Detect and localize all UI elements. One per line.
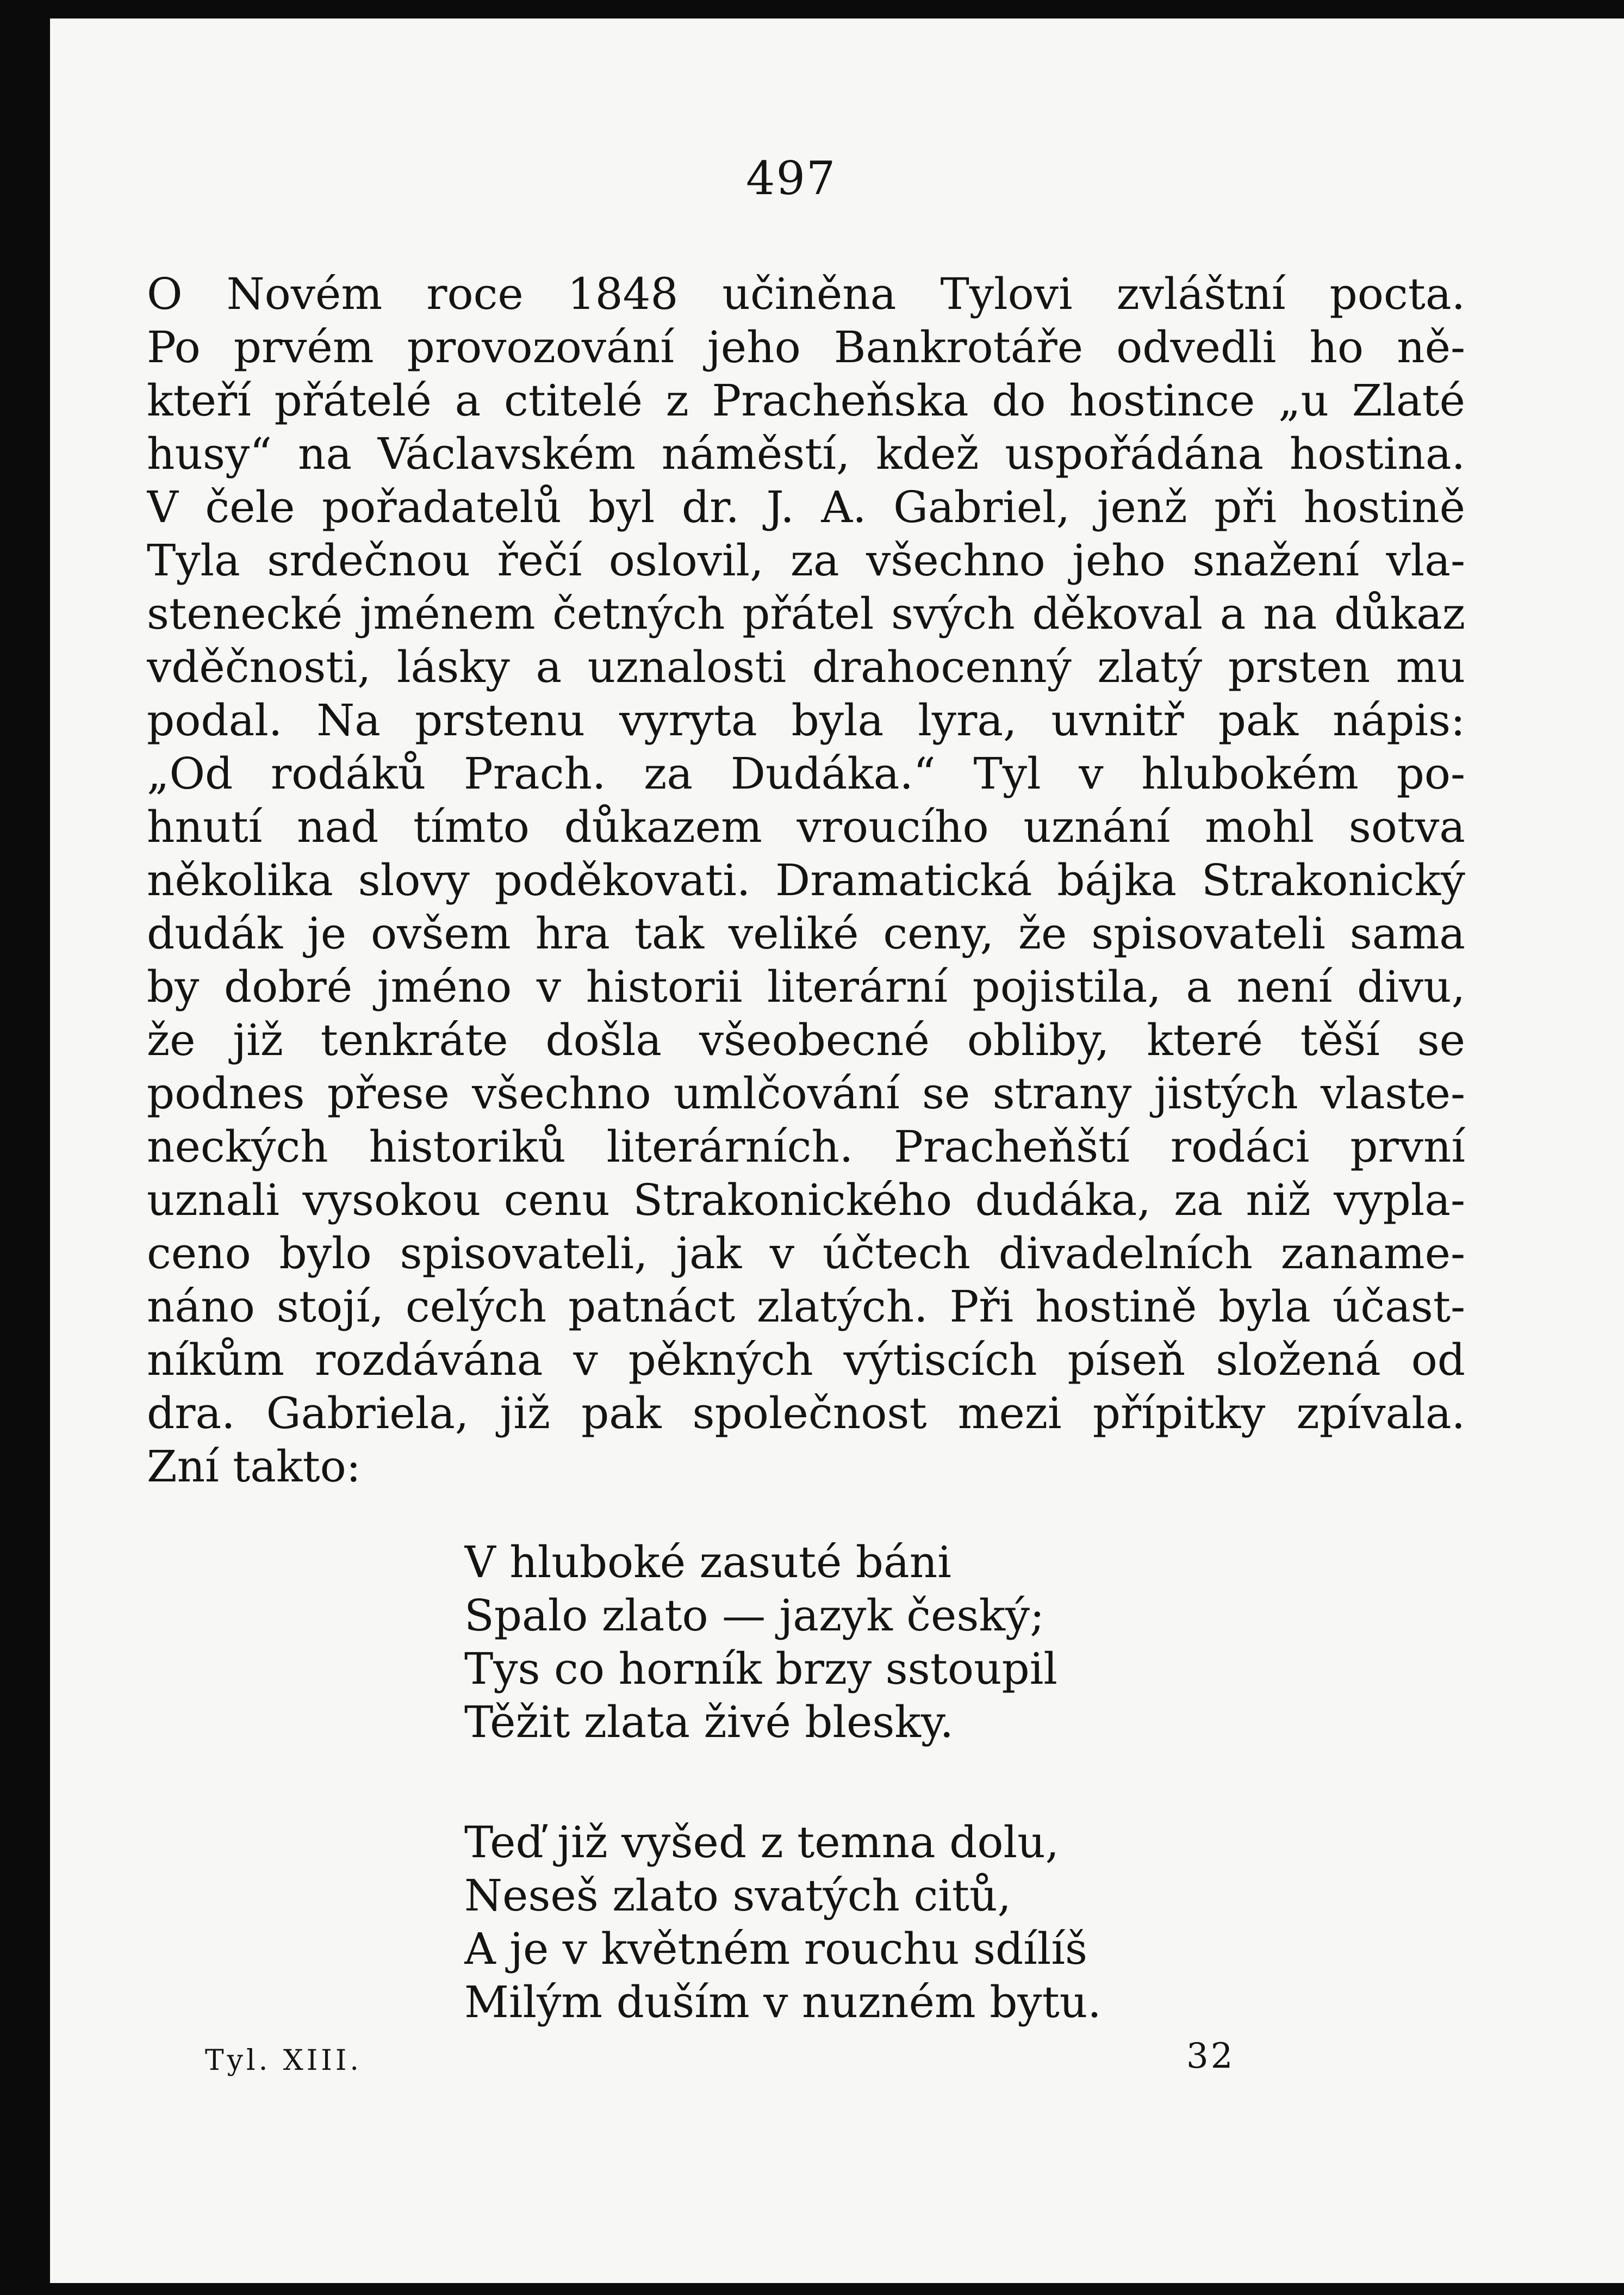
paragraph-line: náno stojí, celých patnáct zlatých. Při hostině byla účast- xyxy=(147,1281,1465,1332)
paragraph-line: ceno bylo spisovateli, jak v účtech divadelních zaname- xyxy=(147,1228,1465,1279)
paragraph-line: podal. Na prstenu vyryta byla lyra, uvnitř pak nápis: xyxy=(147,695,1465,746)
page-number: 497 xyxy=(746,152,837,205)
poem-line: A je v květném rouchu sdílíš xyxy=(464,1924,1088,1974)
paragraph-line: Zní takto: xyxy=(147,1441,361,1492)
paragraph-line: stenecké jménem četných přátel svých děkoval a na důkaz xyxy=(147,588,1465,639)
main-paragraph xyxy=(147,268,1465,1493)
poem-line: V hluboké zasuté báni xyxy=(464,1537,951,1587)
paragraph-line: Tyla srdečnou řečí oslovil, za všechno jeho snažení vla- xyxy=(147,535,1465,586)
poem-line: Neseš zlato svatých citů, xyxy=(464,1870,1011,1921)
volume-signature: Tyl. XIII. xyxy=(205,2044,362,2077)
paragraph-line: několika slovy poděkovati. Dramatická bájka Strakonický xyxy=(147,855,1465,905)
poem-stanza-2 xyxy=(464,1816,1102,2029)
sheet-number: 32 xyxy=(1186,2036,1235,2076)
poem-line: Milým duším v nuzném bytu. xyxy=(464,1977,1102,2027)
paragraph-line: vděčnosti, lásky a uznalosti drahocenný zlatý prsten mu xyxy=(147,642,1465,692)
paragraph-line: dudák je ovšem hra tak veliké ceny, že spisovateli sama xyxy=(147,908,1465,959)
poem-line: Teď již vyšed z temna dolu, xyxy=(464,1817,1060,1868)
paper-sheet xyxy=(50,18,1624,2283)
paragraph-line: by dobré jméno v historii literární pojistila, a není divu, xyxy=(147,962,1465,1012)
poem-line: Tys co horník brzy sstoupil xyxy=(464,1643,1057,1694)
paragraph-line: podnes přese všechno umlčování se strany jistých vlaste- xyxy=(147,1068,1465,1119)
paragraph-line: kteří přátelé a ctitelé z Pracheňska do hostince „u Zlaté xyxy=(147,375,1465,426)
poem-line: Spalo zlato — jazyk český; xyxy=(464,1590,1045,1641)
poem-stanza-1 xyxy=(464,1536,1057,1749)
paragraph-line: neckých historiků literárních. Pracheňští rodáci první xyxy=(147,1121,1465,1172)
paragraph-line: níkům rozdávána v pěkných výtiscích píseň složená od xyxy=(147,1335,1465,1385)
paragraph-line: O Novém roce 1848 učiněna Tylovi zvláštní pocta. xyxy=(147,269,1465,319)
paragraph-line: uznali vysokou cenu Strakonického dudáka, za niž vypla- xyxy=(147,1175,1465,1225)
paragraph-line: „Od rodáků Prach. za Dudáka.“ Tyl v hlubokém po- xyxy=(147,748,1465,799)
poem-line: Těžit zlata živé blesky. xyxy=(464,1697,954,1747)
paragraph-line: husy“ na Václavském náměstí, kdež uspořádána hostina. xyxy=(147,429,1465,479)
paragraph-line: dra. Gabriela, již pak společnost mezi přípitky zpívala. xyxy=(147,1388,1465,1438)
paragraph-line: V čele pořadatelů byl dr. J. A. Gabriel, jenž při hostině xyxy=(147,482,1465,532)
paragraph-line: hnutí nad tímto důkazem vroucího uznání mohl sotva xyxy=(147,802,1465,852)
paragraph-line: Po prvém provozování jeho Bankrotáře odvedli ho ně- xyxy=(147,322,1465,373)
paragraph-line: že již tenkráte došla všeobecné obliby, které těší se xyxy=(147,1015,1465,1065)
